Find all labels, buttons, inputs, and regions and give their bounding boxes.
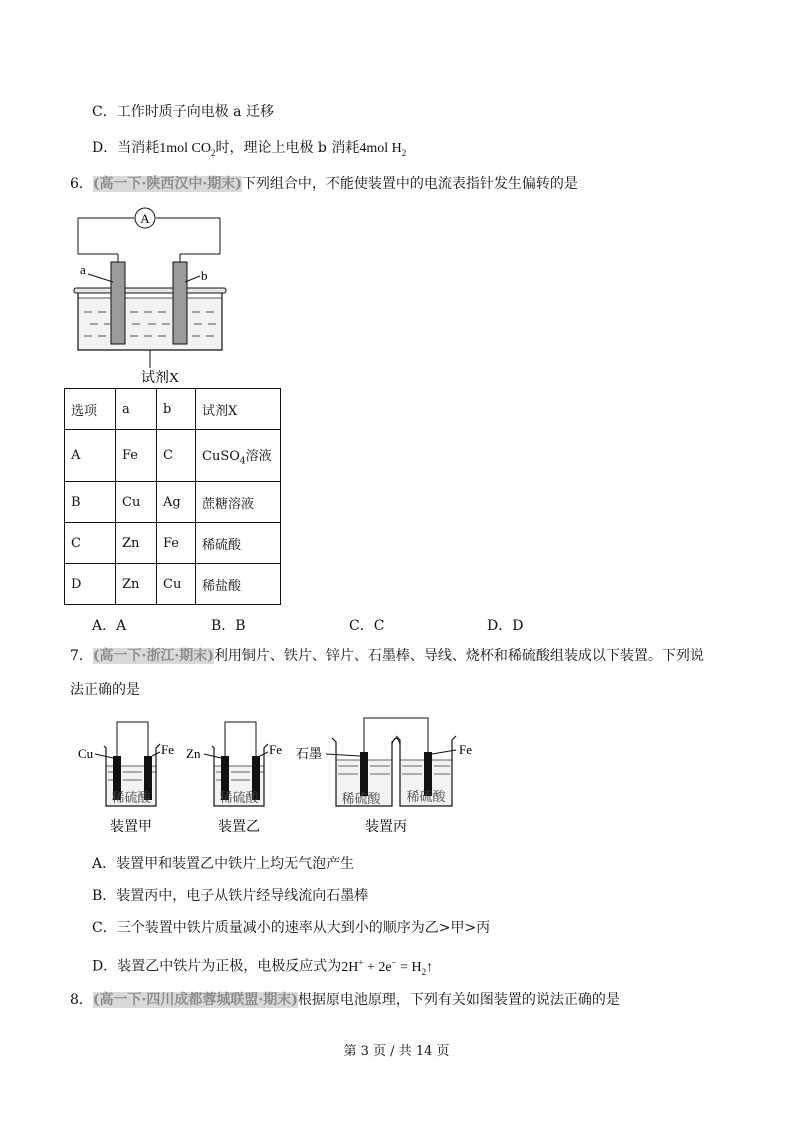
device-bing-left-label: 石墨 [296,746,323,761]
q6-stem: 6．(高一下·陕西汉中·期末)下列组合中，不能使装置中的电流表指针发生偏转的是 [70,176,578,192]
electrode-a [111,262,125,344]
electrode-b-label: b [201,268,208,283]
q6-options-table [64,388,281,605]
question-number: 6． [70,176,93,192]
table-cell: Ag [157,482,196,523]
table-row [65,430,281,482]
question-number: 7． [70,648,93,664]
table-cell: 稀盐酸 [196,564,281,605]
device-yi-right-label: Fe [269,742,282,757]
q7-option-d: D．装置乙中铁片为正极，电极反应式为$2H^+ + 2e^- = H_2↑$ [92,957,434,977]
q8-stem: 8．(高一下·四川成都蓉城联盟·期末)根据原电池原理，下列有关如图装置的说法正确的是 [70,992,620,1008]
table-cell: CuSO$_4$溶液 [196,430,281,482]
table-cell: C [157,430,196,482]
q5-option-c: C．工作时质子向电极 a 迁移 [92,104,274,120]
table-cell: Fe [116,430,157,482]
device-bing-caption: 装置丙 [365,820,407,835]
table-cell: D [65,564,116,605]
q7-devices-figure [70,714,490,842]
table-cell: A [65,430,116,482]
device-bing-right-label: Fe [459,742,472,757]
device-yi [186,722,282,835]
q6-galvanic-figure [68,202,238,388]
table-cell: Fe [157,523,196,564]
table-cell: Cu [116,482,157,523]
ammeter-label: A [140,211,150,226]
q6-choice-a: A．A [92,618,127,634]
table-cell: Zn [116,564,157,605]
table-cell: 蔗糖溶液 [196,482,281,523]
table-header-cell: a [116,389,157,430]
table-row [65,523,281,564]
table-cell: C [65,523,116,564]
q7-option-c: C．三个装置中铁片质量减小的速率从大到小的顺序为乙>甲>丙 [92,920,491,936]
device-jia-right-label: Fe [161,742,174,757]
q7-stem-line2: 法正确的是 [70,682,140,698]
device-yi-caption: 装置乙 [218,820,260,835]
electrode-a-label: a [80,262,86,277]
table-header-row [65,389,281,430]
q7-option-b: B．装置丙中，电子从铁片经导线流向石墨棒 [92,888,369,904]
source-tag: (高一下·浙江·期末) [92,648,214,664]
question-number: 8． [70,992,93,1008]
device-bing-solution: 稀硫酸 [341,791,381,806]
device-bing [296,718,472,835]
device-bing-solution-2: 稀硫酸 [406,789,446,804]
table-cell: B [65,482,116,523]
device-jia-left-label: Cu [78,746,94,761]
device-jia-caption: 装置甲 [110,820,152,835]
electrode-b [173,262,187,344]
device-jia [78,722,174,835]
table-cell: Zn [116,523,157,564]
table-header-cell: b [157,389,196,430]
table-cell: 稀硫酸 [196,523,281,564]
equation: $2H^+ + 2e^- = H_2↑$ [341,957,434,977]
q5-option-d: D．当消耗1mol $CO_2$时，理论上电极 b 消耗4mol $H_2$ [92,140,407,158]
table-header-cell: 选项 [65,389,116,430]
q6-choice-c: C．C [349,618,385,634]
table-cell: Cu [157,564,196,605]
q6-choice-b: B．B [211,618,246,634]
device-yi-solution: 稀硫酸 [219,790,259,805]
reagent-caption: 试剂X [140,371,180,386]
gas-arrow-icon: ↑ [426,959,434,975]
table-row [65,482,281,523]
table-header-cell: 试剂X [196,389,281,430]
q6-choice-d: D．D [487,618,524,634]
device-jia-solution: 稀硫酸 [111,790,151,805]
q7-stem-line1: 7．(高一下·浙江·期末)利用铜片、铁片、锌片、石墨棒、导线、烧杯和稀硫酸组装成以下装置。下列说 [70,648,704,664]
device-yi-left-label: Zn [186,746,201,761]
source-tag: (高一下·四川成都蓉城联盟·期末) [92,992,298,1008]
source-tag: (高一下·陕西汉中·期末) [92,176,242,192]
page-footer: 第 3 页 / 共 14 页 [343,1044,450,1059]
q7-option-a: A．装置甲和装置乙中铁片上均无气泡产生 [92,856,355,872]
table-row [65,564,281,605]
